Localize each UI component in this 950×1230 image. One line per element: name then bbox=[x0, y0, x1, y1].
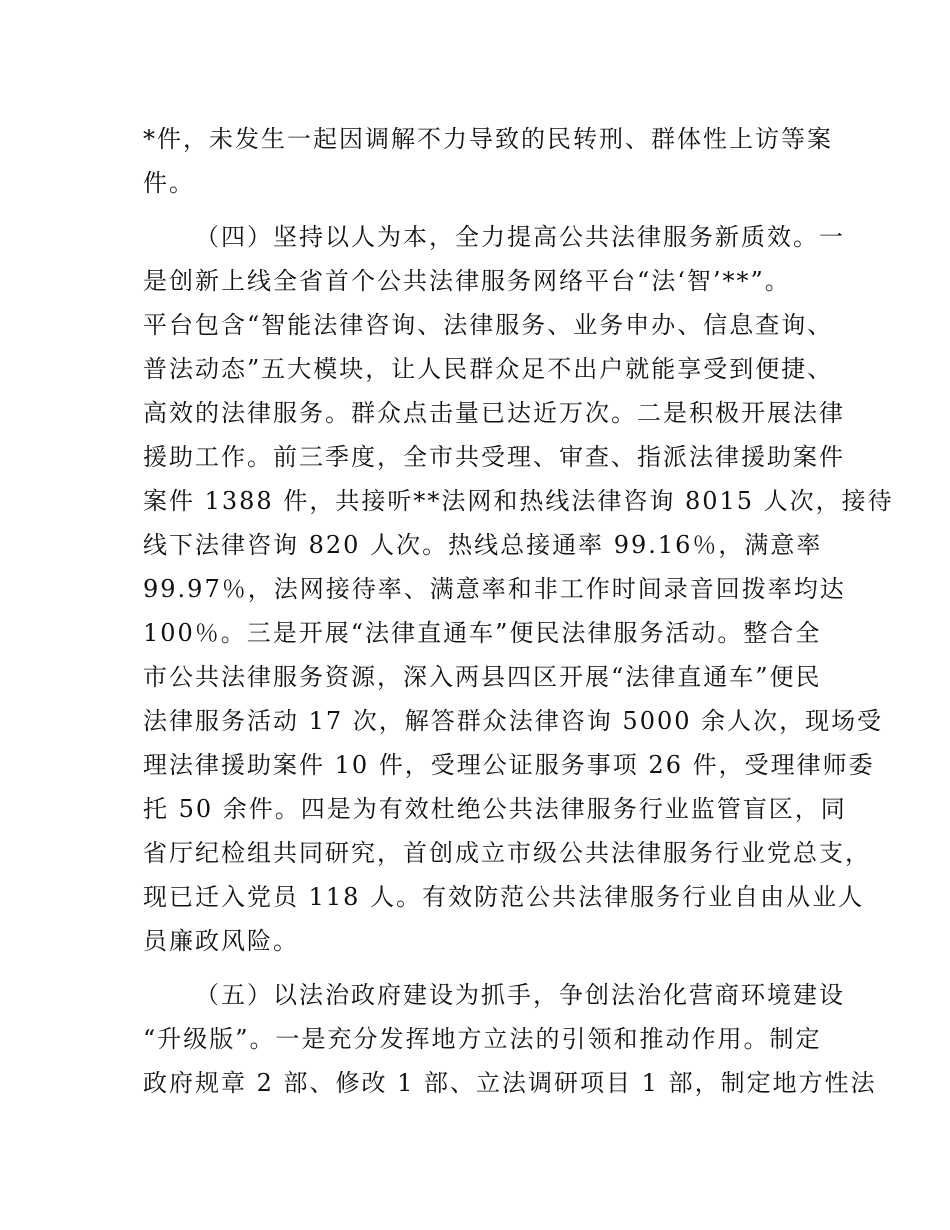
text-line: 现已迁入党员 118 人。有效防范公共法律服务行业自由从业人 bbox=[143, 883, 865, 911]
text-line: 案件 1388 件，共接听**法网和热线法律咨询 8015 人次，接待 bbox=[143, 487, 894, 515]
paragraph-continuation bbox=[143, 117, 833, 205]
text-line: 政府规章 2 部、修改 1 部、立法调研项目 1 部，制定地方性法 bbox=[143, 1069, 877, 1097]
text-line: *件，未发生一起因调解不力导致的民转刑、群体性上访等案 bbox=[143, 125, 833, 153]
text-line: “升级版”。一是充分发挥地方立法的引领和推动作用。制定 bbox=[143, 1025, 822, 1053]
text-line: 高效的法律服务。群众点击量已达近万次。二是积极开展法律 bbox=[143, 399, 845, 427]
text-line: （四）坚持以人为本，全力提高公共法律服务新质效。一 bbox=[195, 223, 845, 251]
text-line: 普法动态”五大模块，让人民群众足不出户就能享受到便捷、 bbox=[143, 355, 834, 383]
paragraph-section-four bbox=[143, 215, 894, 963]
text-line: 法律服务活动 17 次，解答群众法律咨询 5000 余人次，现场受 bbox=[143, 707, 884, 735]
text-line: 理法律援助案件 10 件，受理公证服务事项 26 件，受理律师委 bbox=[143, 751, 875, 779]
text-line: 员廉政风险。 bbox=[143, 927, 299, 955]
text-line: 平台包含“智能法律咨询、法律服务、业务申办、信息查询、 bbox=[143, 311, 834, 339]
text-line: 是创新上线全省首个公共法律服务网络平台“法‘智’**”。 bbox=[143, 267, 791, 295]
text-line: 件。 bbox=[143, 169, 195, 197]
text-line: （五）以法治政府建设为抓手，争创法治化营商环境建设 bbox=[195, 981, 845, 1009]
text-line: 援助工作。前三季度，全市共受理、审查、指派法律援助案件 bbox=[143, 443, 845, 471]
text-line: 市公共法律服务资源，深入两县四区开展“法律直通车”便民 bbox=[143, 663, 822, 691]
text-line: 99.97％，法网接待率、满意率和非工作时间录音回拨率均达 bbox=[143, 575, 846, 603]
text-line: 100％。三是开展“法律直通车”便民法律服务活动。整合全 bbox=[143, 619, 822, 647]
text-line: 省厅纪检组共同研究，首创成立市级公共法律服务行业党总支， bbox=[143, 839, 871, 867]
paragraph-section-five bbox=[143, 973, 877, 1105]
document-body bbox=[143, 117, 894, 1105]
text-line: 托 50 余件。四是为有效杜绝公共法律服务行业监管盲区，同 bbox=[143, 795, 847, 823]
text-line: 线下法律咨询 820 人次。热线总接通率 99.16％，满意率 bbox=[143, 531, 823, 559]
